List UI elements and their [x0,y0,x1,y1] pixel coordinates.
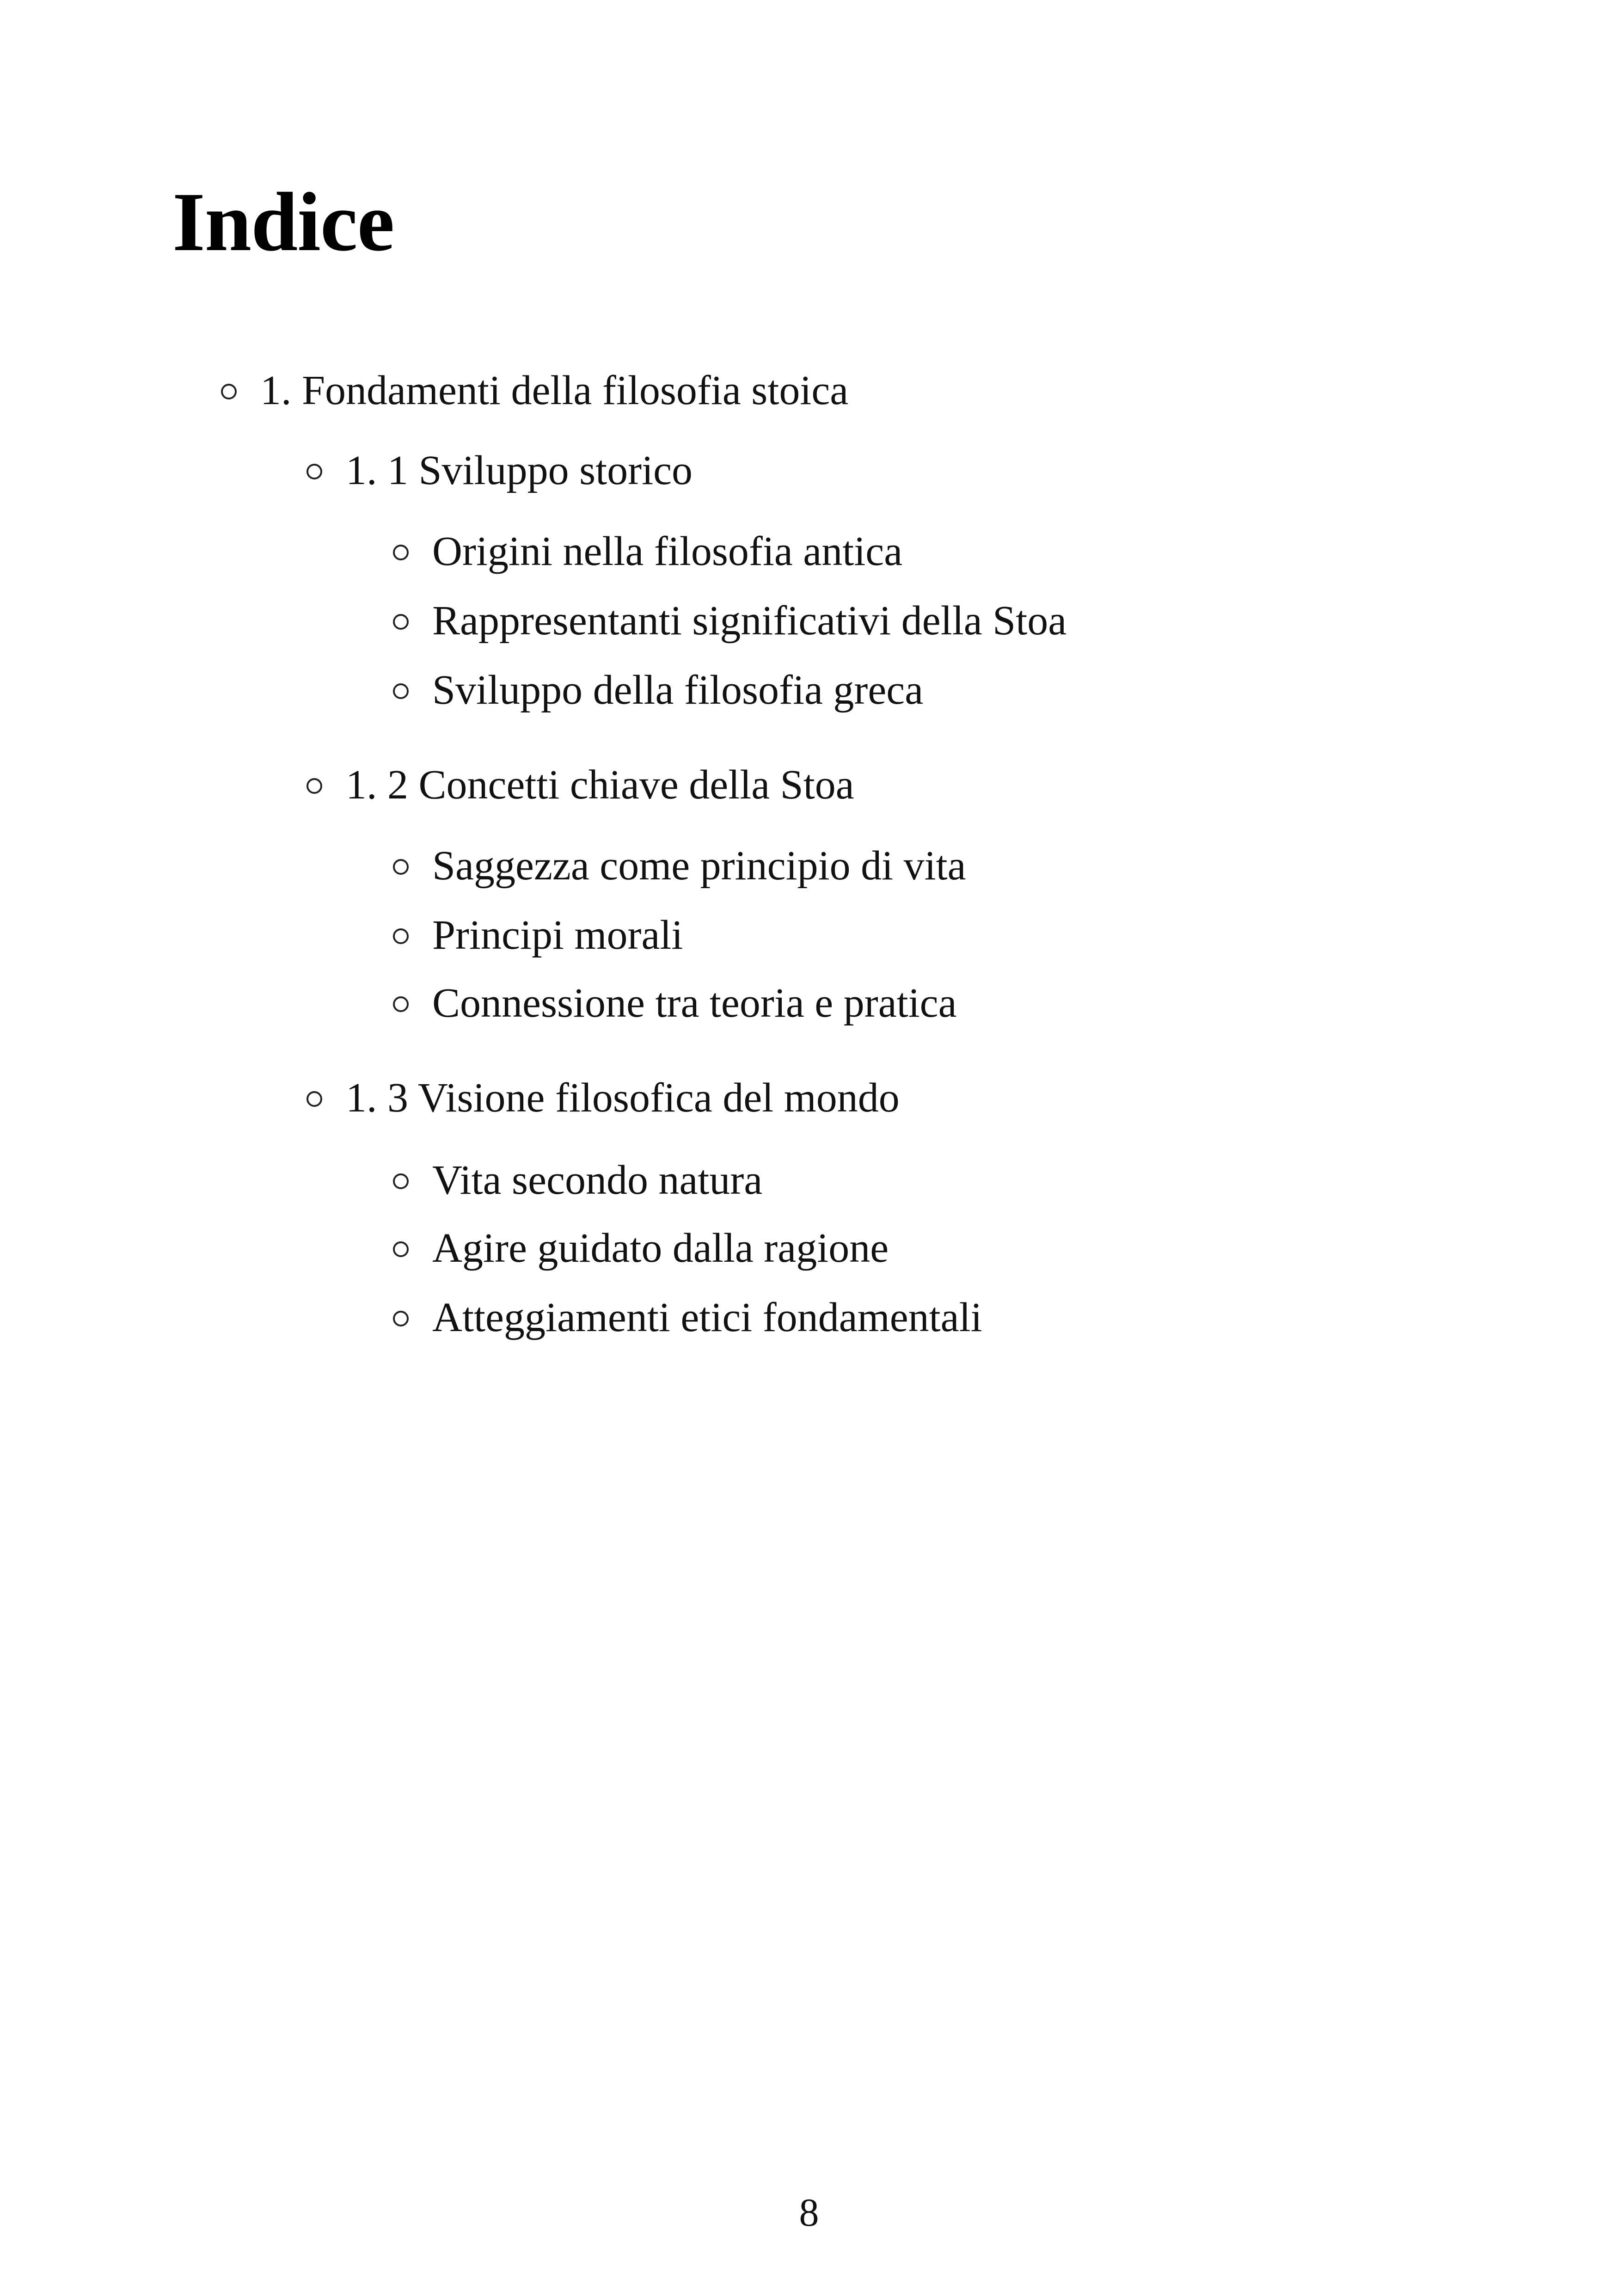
toc-section-1-2[interactable]: 1. 2 Concetti chiave della Stoa [346,762,854,808]
toc-item[interactable]: Principi morali [432,912,683,958]
bullet-icon [393,1173,409,1189]
bullet-icon [393,996,409,1012]
bullet-icon [393,928,409,944]
page-number: 8 [799,2190,819,2235]
bullet-icon [393,1311,409,1326]
toc-section-1-1[interactable]: 1. 1 Sviluppo storico [346,448,693,493]
toc-item[interactable]: Connessione tra teoria e pratica [432,980,957,1026]
bullet-icon [393,614,409,630]
toc-section-1-3[interactable]: 1. 3 Visione filosofica del mondo [346,1075,900,1121]
bullet-icon [393,859,409,875]
toc-item[interactable]: Vita secondo natura [432,1157,763,1203]
bullet-icon [393,683,409,699]
toc-item[interactable]: Origini nella filosofia antica [432,528,903,574]
toc-chapter-1[interactable]: 1. Fondamenti della filosofia stoica [260,368,849,413]
bullet-icon [221,384,237,399]
toc-item[interactable]: Agire guidato dalla ragione [432,1225,889,1271]
bullet-icon [306,464,322,479]
bullet-icon [393,1241,409,1257]
bullet-icon [393,545,409,560]
toc-item[interactable]: Saggezza come principio di vita [432,843,966,889]
toc-item[interactable]: Sviluppo della filosofia greca [432,667,924,713]
bullet-icon [306,1091,322,1107]
toc-item[interactable]: Rappresentanti significativi della Stoa [432,598,1067,644]
toc-item[interactable]: Atteggiamenti etici fondamentali [432,1295,982,1340]
page-title: Indice [172,176,394,269]
bullet-icon [306,778,322,794]
